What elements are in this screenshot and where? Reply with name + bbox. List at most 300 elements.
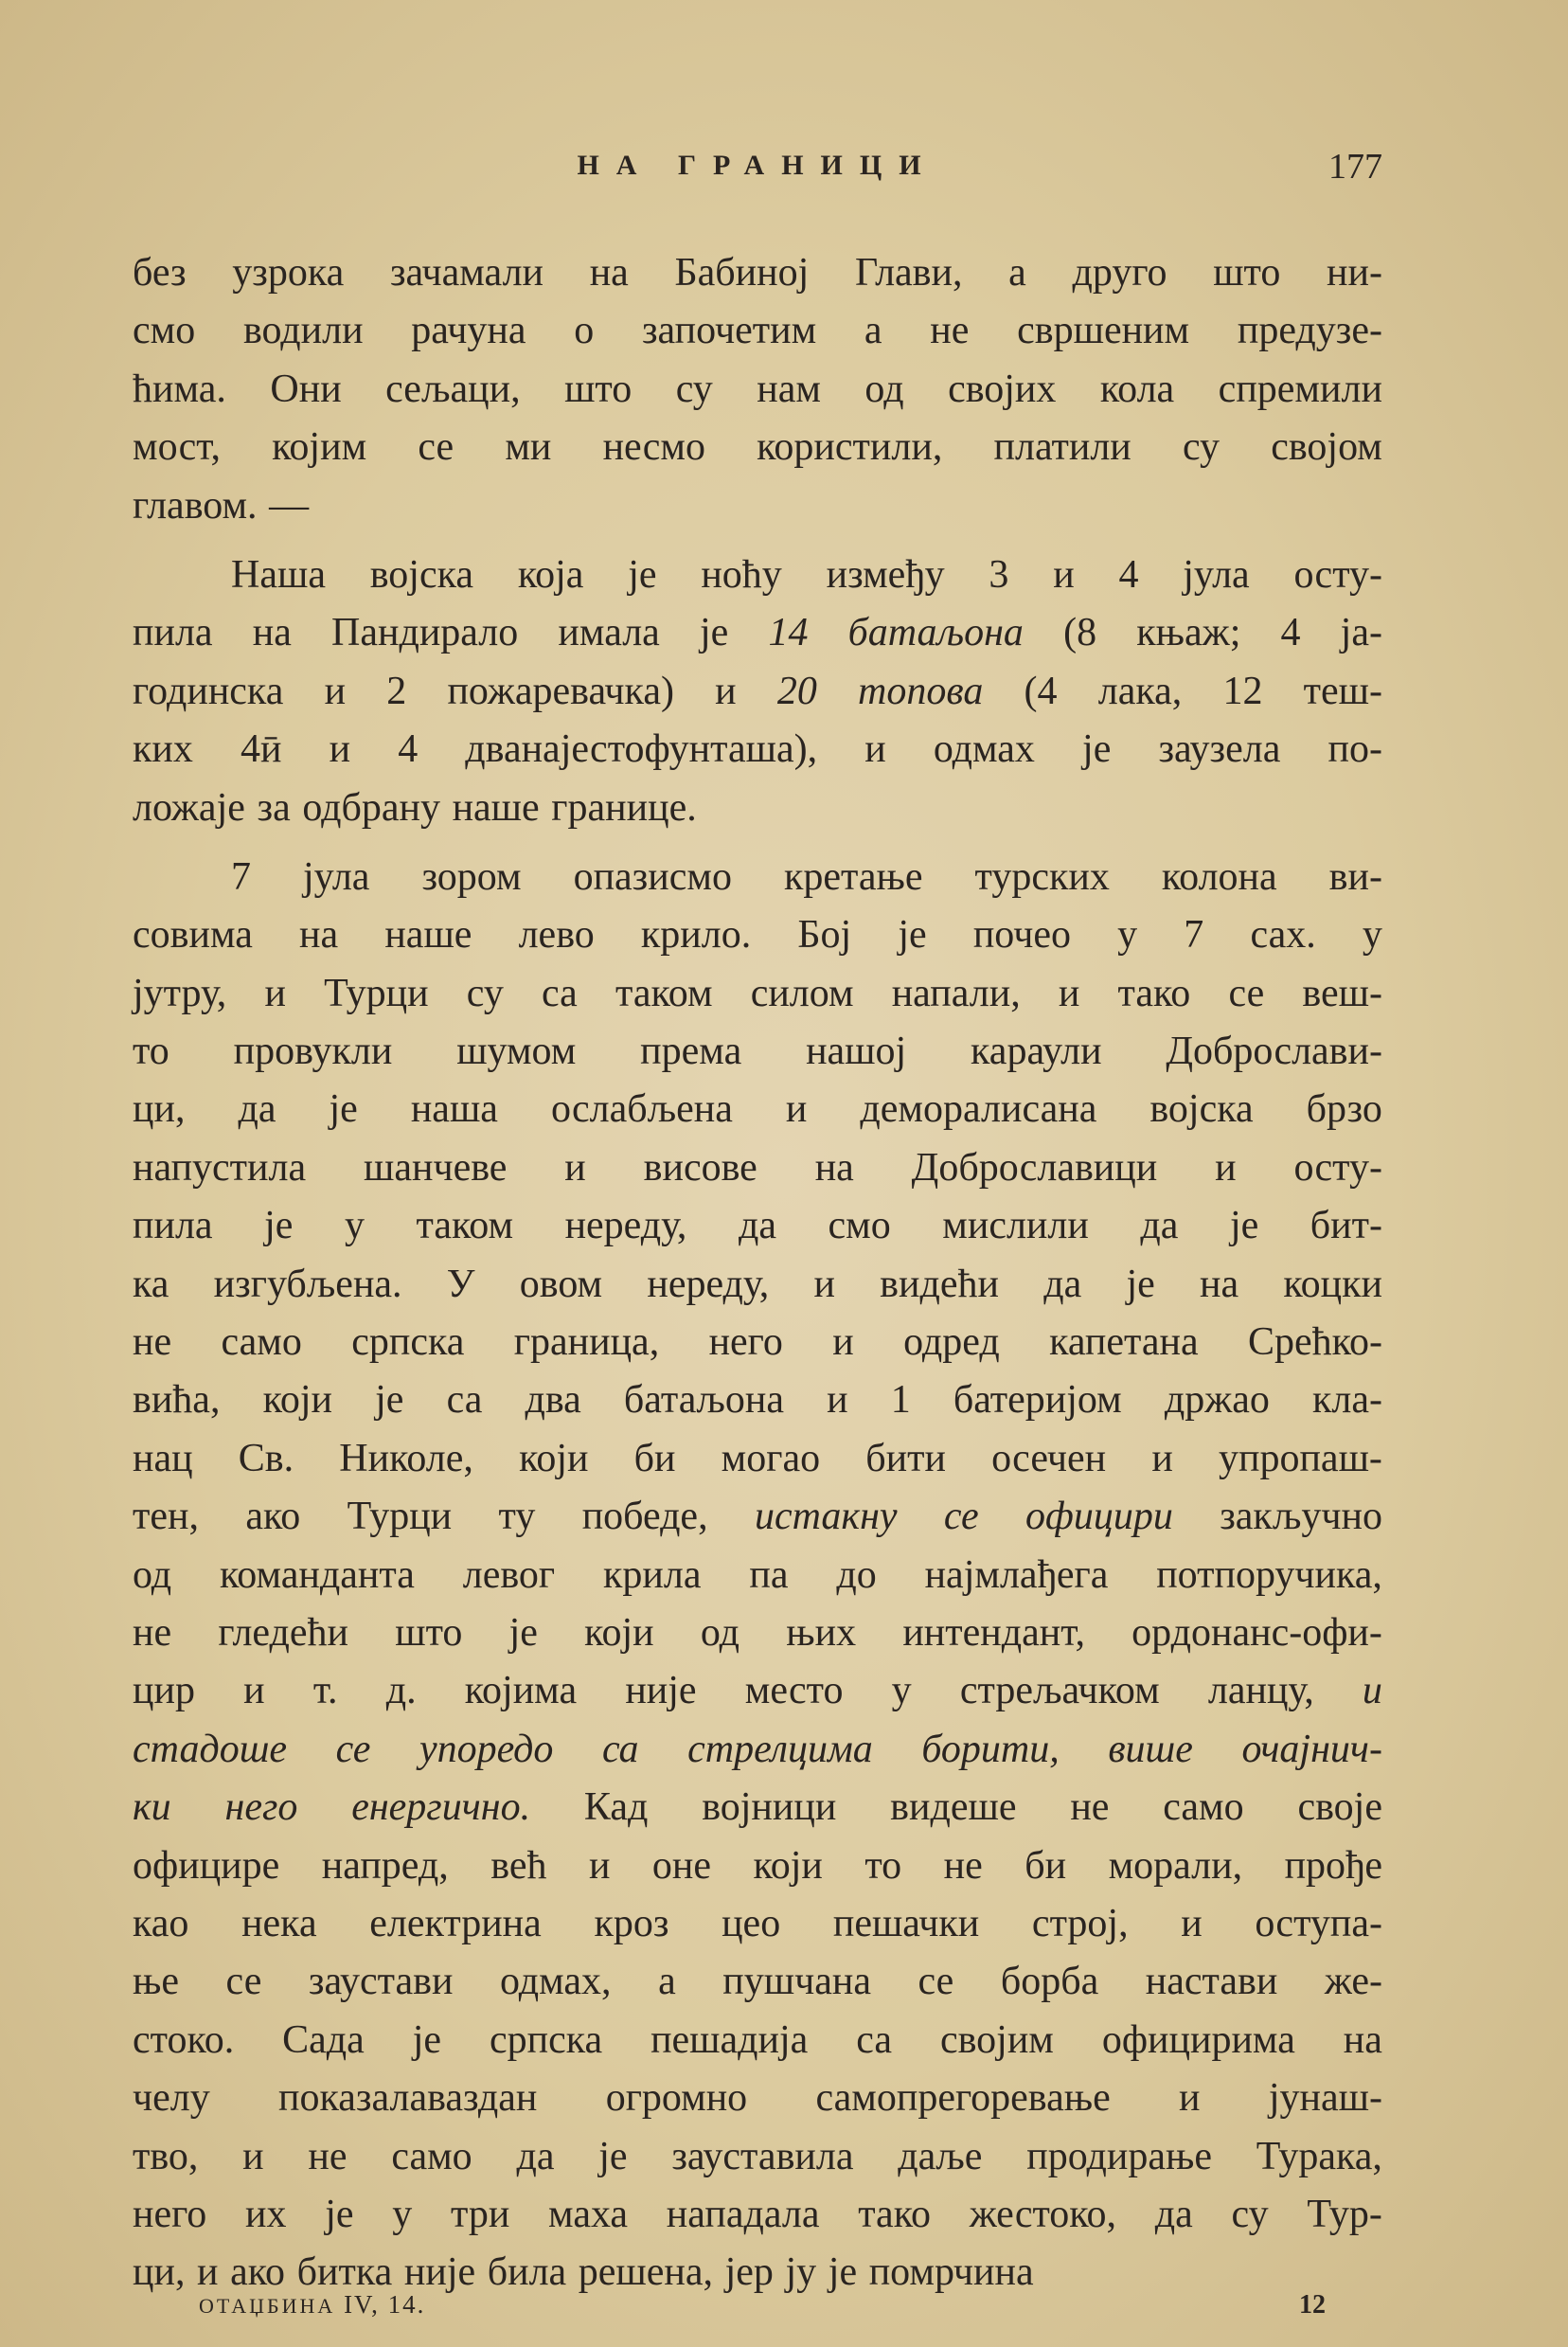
word: продирање (1026, 2134, 1212, 2178)
word: у (392, 2192, 413, 2236)
text-line (133, 1197, 1382, 1255)
word: Св. (238, 1436, 294, 1480)
word: стрељачком (959, 1669, 1160, 1713)
word: гледећи (218, 1610, 348, 1655)
word: на (1343, 2017, 1382, 2062)
word: Доброславици (911, 1145, 1158, 1190)
word: силом (750, 971, 854, 1015)
paragraph (133, 849, 1382, 2302)
word: српска (489, 2017, 603, 2062)
word: што (1213, 251, 1281, 295)
word: крило. (640, 913, 752, 958)
word: је (412, 2017, 442, 2062)
word: Срећко- (1248, 1320, 1382, 1365)
word: д. (385, 1669, 417, 1713)
word: као (133, 1901, 189, 1945)
word: се (418, 425, 454, 470)
word: према (640, 1030, 742, 1074)
word: па (749, 1552, 789, 1597)
word: пожаревачка) (447, 669, 674, 713)
word: није (403, 2250, 476, 2295)
word: 4 (1118, 552, 1139, 597)
word: напред, (321, 1843, 449, 1888)
word: строј, (1031, 1901, 1129, 1945)
word: књаж; (1136, 611, 1241, 655)
word: батеријом (953, 1378, 1122, 1423)
word: шумом (456, 1030, 577, 1074)
word: стадоше (133, 1727, 288, 1771)
word: дванајестофунташа), (465, 727, 818, 772)
text-line (133, 1256, 1382, 1314)
word: тво, (133, 2134, 199, 2178)
word: Бој (797, 913, 852, 958)
word: а (658, 1960, 676, 2004)
word: не (133, 1610, 172, 1655)
word: пушчана (722, 1960, 871, 2004)
word: и (864, 727, 886, 772)
word: него (708, 1320, 783, 1365)
word: ких (133, 727, 193, 772)
word: је (508, 1610, 538, 1655)
signature-volume: IV, 14. (344, 2290, 426, 2319)
word: и (715, 669, 737, 713)
text-line (133, 663, 1382, 721)
word: својим (939, 2017, 1054, 2062)
word: ако (245, 1495, 301, 1539)
word: кла- (1311, 1378, 1382, 1423)
word: Тур- (1307, 2192, 1382, 2236)
word: ци, (133, 2250, 186, 2295)
text-line (133, 419, 1382, 476)
word: предузе- (1237, 309, 1382, 353)
word: од (864, 367, 904, 411)
word: ви- (1328, 854, 1382, 899)
word: почео (972, 913, 1071, 958)
word: деморалисана (860, 1087, 1097, 1132)
word: по- (1327, 727, 1382, 772)
word: се (1228, 971, 1265, 1015)
word: таком (615, 971, 713, 1015)
text-line (133, 361, 1382, 419)
word: батаљона (847, 611, 1024, 655)
word: осту- (1293, 1145, 1382, 1190)
word: јула (1183, 552, 1250, 597)
text-line (133, 1895, 1382, 1953)
word: нам (757, 367, 821, 411)
word: упропаш- (1218, 1436, 1382, 1480)
word: и (197, 2250, 219, 2295)
word: није (625, 1669, 697, 1713)
word: је (375, 1378, 404, 1423)
word: ка (133, 1262, 169, 1306)
word: да (738, 1204, 776, 1248)
word: електрина (369, 1901, 542, 1945)
word: (8 (1063, 611, 1097, 655)
word: челу (133, 2076, 210, 2121)
word: у (1117, 913, 1138, 958)
word: пила (133, 1204, 213, 1248)
word: караули (971, 1030, 1102, 1074)
word: несмо (602, 425, 705, 470)
word: су (1231, 2192, 1269, 2236)
word: одмах, (499, 1960, 612, 2004)
word: т. (312, 1669, 338, 1713)
text-line (133, 546, 1382, 604)
word: главом. (133, 483, 258, 528)
word: победе, (581, 1495, 708, 1539)
word: лево (518, 913, 595, 958)
word: на (1200, 1262, 1239, 1306)
text-line (133, 1779, 1382, 1836)
word: сах. (1250, 913, 1316, 958)
word: левог (462, 1552, 556, 1597)
text-line (133, 1547, 1382, 1604)
word: то (864, 1843, 902, 1888)
word: у (891, 1669, 912, 1713)
word: само (391, 2134, 472, 2178)
word: жестоко, (969, 2192, 1117, 2236)
word: вића, (133, 1378, 221, 1423)
word: теш- (1303, 669, 1382, 713)
text-line (133, 1139, 1382, 1197)
word: прође (1284, 1843, 1382, 1888)
word: нац (133, 1436, 193, 1480)
word: и (1053, 552, 1075, 597)
word: ордонанс-офи- (1131, 1610, 1382, 1655)
word: ту (498, 1495, 536, 1539)
running-title: НА ГРАНИЦИ (577, 150, 938, 181)
paragraph (133, 546, 1382, 837)
word: се (943, 1495, 979, 1539)
word: коцки (1283, 1262, 1382, 1306)
text-line (133, 604, 1382, 662)
word: би (633, 1436, 676, 1480)
word: одбрану (302, 785, 440, 830)
word: да (238, 1087, 276, 1132)
word: и (1362, 1669, 1382, 1713)
word: оне (651, 1843, 712, 1888)
text-line (133, 302, 1382, 360)
word: смо (133, 309, 196, 353)
word: то (133, 1030, 169, 1074)
signature-name: ОТАЏБИНА (199, 2294, 336, 2318)
word: започетим (641, 309, 817, 353)
word: же- (1324, 1960, 1382, 2004)
word: зачамали (389, 251, 544, 295)
word: лака, (1097, 669, 1183, 713)
word: свршеним (1017, 309, 1190, 353)
word: ци, (133, 1087, 186, 1132)
word: узрока (232, 251, 345, 295)
word: огромно (605, 2076, 748, 2121)
word: Наша (231, 552, 326, 597)
word: тен, (133, 1495, 199, 1539)
page-footer (199, 2290, 1326, 2328)
word: (4 (1024, 669, 1058, 713)
word: држао (1164, 1378, 1270, 1423)
word: борба (1000, 1960, 1099, 2004)
word: и (1151, 1436, 1173, 1480)
word: опазисмо (573, 854, 732, 899)
word: до (836, 1552, 877, 1597)
word: и (1058, 971, 1080, 1015)
word: својом (1271, 425, 1382, 470)
word: да (1140, 1204, 1179, 1248)
word: напустила (133, 1145, 307, 1190)
word: ћима. (133, 367, 226, 411)
word: 1 (890, 1378, 911, 1423)
word: решена, (578, 2250, 714, 2295)
word: пила (133, 611, 213, 655)
word: Сада (282, 2017, 365, 2062)
word: Турци (347, 1495, 453, 1539)
word: турских (974, 854, 1110, 899)
word: нападала (666, 2192, 820, 2236)
word: који (584, 1610, 654, 1655)
page-number: 177 (1328, 147, 1382, 187)
word: о (574, 309, 595, 353)
word: на (589, 251, 629, 295)
word: користили, (757, 425, 943, 470)
text-line (133, 1662, 1382, 1720)
word: у (1362, 913, 1382, 958)
word: стрелцима (687, 1727, 873, 1771)
word: тако (858, 2192, 931, 2236)
text-line (133, 2128, 1382, 2186)
text-line (133, 2012, 1382, 2069)
word: их (245, 2192, 287, 2236)
word: ослабљена (550, 1087, 733, 1132)
word: војска (369, 552, 474, 597)
word: Бабиној (674, 251, 810, 295)
word: и (588, 1843, 611, 1888)
word: оступа- (1255, 1901, 1382, 1945)
word: упоредо (419, 1727, 554, 1771)
word: више (1108, 1727, 1193, 1771)
word: не (133, 1320, 172, 1365)
word: је (628, 552, 657, 597)
word: и (1215, 1145, 1237, 1190)
word: одмах (933, 727, 1035, 772)
word: стоко. (133, 2017, 235, 2062)
word: ни- (1327, 251, 1382, 295)
word: наше (384, 913, 472, 958)
word: 4 (1280, 611, 1301, 655)
word: без (133, 251, 187, 295)
word: и (243, 1669, 265, 1713)
word: интендант, (902, 1610, 1085, 1655)
word: Пандирало (331, 611, 519, 655)
word: спремили (1218, 367, 1382, 411)
word: само (1163, 1785, 1244, 1830)
word: него (224, 1785, 298, 1830)
word: и (564, 1145, 586, 1190)
footer-signature (199, 2290, 425, 2320)
word: нереду, (564, 1204, 687, 1248)
word: цео (722, 1901, 781, 1945)
paragraph-gap (133, 837, 1382, 849)
word: Доброслави- (1166, 1030, 1382, 1074)
word: најмлађега (924, 1552, 1109, 1597)
word: бит- (1310, 1204, 1382, 1248)
word: показалаваздан (278, 2076, 538, 2121)
word: за (257, 785, 291, 830)
word: У (446, 1262, 475, 1306)
word: ја- (1340, 611, 1382, 655)
word: јула (303, 854, 370, 899)
word: 20 (776, 669, 817, 713)
word: 7 (231, 854, 251, 899)
word: већ (490, 1843, 547, 1888)
word: јутру, (133, 971, 227, 1015)
word: 3 (989, 552, 1009, 597)
word: енергично. (351, 1785, 531, 1830)
word: шанчеве (363, 1145, 508, 1190)
word: борити, (921, 1727, 1060, 1771)
word: а (1008, 251, 1026, 295)
word: којима (464, 1669, 578, 1713)
word: што (395, 1610, 463, 1655)
text-line (133, 1488, 1382, 1546)
word: Турака, (1256, 2134, 1382, 2178)
word: годинска (133, 669, 284, 713)
word: команданта (220, 1552, 415, 1597)
word: сељаци, (385, 367, 521, 411)
word: осечен (991, 1436, 1107, 1480)
word: заустави (308, 1960, 454, 2004)
word: Кад (583, 1785, 649, 1830)
word: границе. (551, 785, 697, 830)
word: нереду, (647, 1262, 770, 1306)
word: са (542, 971, 578, 1015)
word: се (335, 1727, 371, 1771)
word: видеше (890, 1785, 1017, 1830)
text-line (133, 1081, 1382, 1138)
word: ки (133, 1785, 171, 1830)
word: којим (272, 425, 367, 470)
sheet-number: 12 (1299, 2290, 1326, 2320)
word: била (487, 2250, 567, 2295)
word: је (325, 2192, 354, 2236)
word: друго (1072, 251, 1167, 295)
paragraph-gap (133, 535, 1382, 546)
word: и (1179, 2076, 1201, 2121)
word: овом (519, 1262, 603, 1306)
word: и (242, 2134, 264, 2178)
word: која (517, 552, 584, 597)
word: који (519, 1436, 589, 1480)
word: ми (505, 425, 552, 470)
word: кроз (594, 1901, 669, 1945)
word: даље (898, 2134, 983, 2178)
word: 7 (1184, 913, 1204, 958)
word: да (516, 2134, 555, 2178)
word: кретање (783, 854, 923, 899)
word: са (601, 1727, 639, 1771)
word: и (813, 1262, 835, 1306)
word: платили (993, 425, 1131, 470)
word: колона (1161, 854, 1277, 899)
word: који (753, 1843, 823, 1888)
word: је (699, 611, 729, 655)
word: Николе, (339, 1436, 473, 1480)
text-line (133, 1371, 1382, 1429)
word: 4ӣ (241, 727, 282, 772)
word: Турци (324, 971, 429, 1015)
text-line (133, 779, 1382, 837)
word: ложаје (133, 785, 245, 830)
word: је (828, 2250, 858, 2295)
word: изгубљена. (213, 1262, 402, 1306)
word: наше (452, 785, 540, 830)
word: што (564, 367, 633, 411)
word: се (918, 1960, 954, 2004)
word: српска (351, 1320, 465, 1365)
word: водили (242, 309, 364, 353)
word: од (700, 1610, 739, 1655)
word: је (329, 1087, 358, 1132)
word: са (856, 2017, 893, 2062)
word: 4 (398, 727, 419, 772)
word: Глави, (854, 251, 963, 295)
text-line (133, 2186, 1382, 2244)
word: пешадија (650, 2017, 809, 2062)
word: војници (702, 1785, 837, 1830)
word: јер (724, 2250, 774, 2295)
word: напали, (891, 971, 1021, 1015)
word: топова (858, 669, 984, 713)
text-line (133, 244, 1382, 302)
word: своје (1297, 1785, 1382, 1830)
word: не (930, 309, 970, 353)
word: су (466, 971, 504, 1015)
word: него (133, 2192, 207, 2236)
word: крила (603, 1552, 702, 1597)
text-line (133, 965, 1382, 1023)
word: јунаш- (1268, 2076, 1382, 2121)
word: три (450, 2192, 510, 2236)
running-head (133, 147, 1382, 197)
word: ланцу, (1207, 1669, 1314, 1713)
text-line (133, 1430, 1382, 1488)
word: официре (133, 1843, 280, 1888)
word: својих (948, 367, 1057, 411)
word: официри (1025, 1495, 1173, 1539)
word: само (221, 1320, 302, 1365)
word: војска (1149, 1087, 1254, 1132)
word: могао (721, 1436, 821, 1480)
word: је (1082, 727, 1112, 772)
word: наша (410, 1087, 498, 1132)
word: би (1025, 1843, 1067, 1888)
text-line (133, 1837, 1382, 1895)
word: зором (421, 854, 522, 899)
word: не (943, 1843, 983, 1888)
word: да (1043, 1262, 1082, 1306)
word: граница, (513, 1320, 660, 1365)
word: у (344, 1204, 365, 1248)
word: је (598, 2134, 628, 2178)
text-line (133, 477, 1382, 535)
word: и (324, 669, 347, 713)
word: самопрегоревање (815, 2076, 1111, 2121)
word: нашој (806, 1030, 907, 1074)
word: одред (903, 1320, 1000, 1365)
word: батаљона (623, 1378, 784, 1423)
body-text (133, 244, 1382, 2302)
word: рачуна (411, 309, 526, 353)
word: два (525, 1378, 581, 1423)
